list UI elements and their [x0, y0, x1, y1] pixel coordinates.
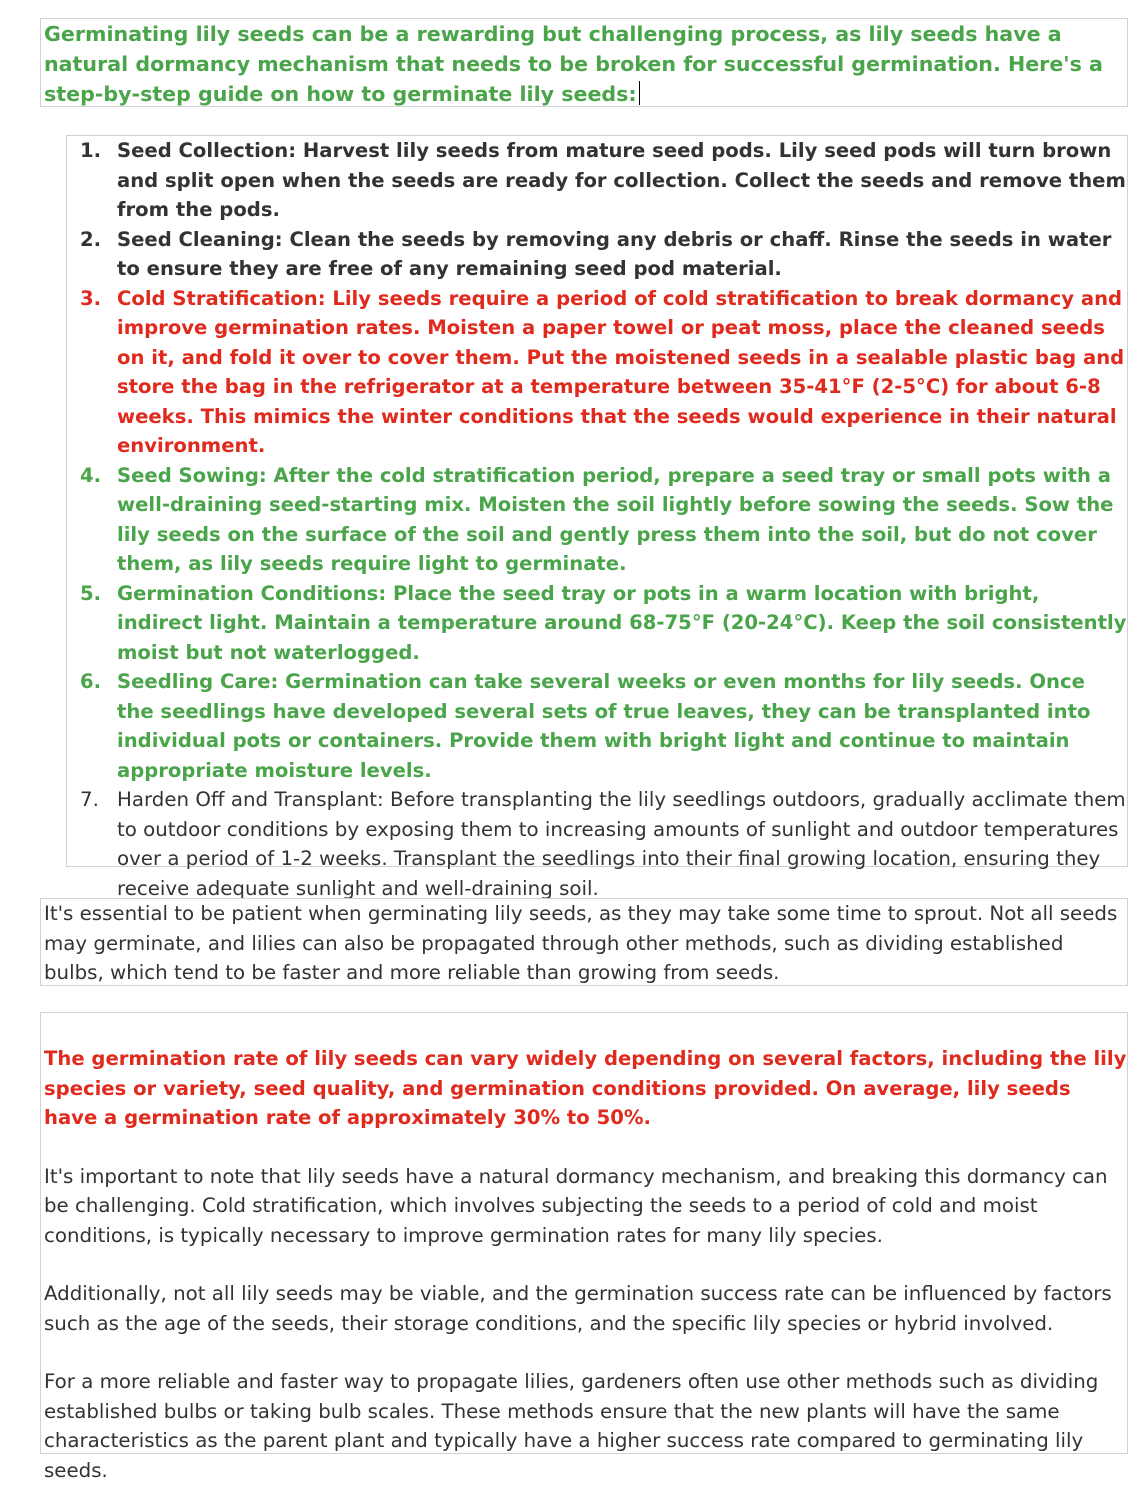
patience-paragraph: It's essential to be patient when germinating lily seeds, as they may take some time to sprout. Not all seeds may germinate, and lilies can also be propagated through other methods, such as dividing established bulbs, which tend to be faster and more reliable than growing from seeds. — [44, 902, 1118, 984]
steps-list — [67, 136, 1127, 903]
step-number: 2. — [80, 227, 102, 251]
patience-text-block[interactable] — [40, 898, 1128, 986]
intro-text: Germinating lily seeds can be a rewarding but challenging process, as lily seeds have a natural dormancy mechanism that needs to be broken for successful germination. Here's a step-by-step guide on how to germinate lily seeds: — [44, 22, 1103, 106]
step-item-3 — [67, 284, 1127, 461]
step-item-7 — [67, 785, 1127, 903]
step-item-6 — [67, 667, 1127, 785]
step-item-4 — [67, 461, 1127, 579]
step-item-5 — [67, 579, 1127, 668]
step-text: Germination Conditions: Place the seed tray or pots in a warm location with bright, indirect light. Maintain a temperature around 68-75°F (20-24°C). Keep the soil consistently moist but not waterlogged. — [117, 581, 1127, 664]
step-number: 1. — [80, 139, 102, 162]
step-text: Seed Collection: Harvest lily seeds from mature seed pods. Lily seed pods will turn brown and split open when the seeds are ready for collection. Collect the seeds and remove them from the pods. — [117, 139, 1126, 221]
step-text: Seed Cleaning: Clean the seeds by removing any debris or chaff. Rinse the seeds in water to ensure they are free of any remaining seed pod material. — [117, 227, 1112, 280]
steps-list-block[interactable] — [66, 135, 1128, 900]
intro-paragraph — [44, 19, 1127, 109]
text-cursor — [639, 81, 640, 105]
step-text: Harden Off and Transplant: Before transplanting the lily seedlings outdoors, gradually acclimate them to outdoor conditions by exposing them to increasing amounts of sunlight and outdoor temperatures over a period of 1-2 weeks. Transplant the seedlings into their final growing location, ensuring they receive adequate sunlight and well-draining soil. — [117, 788, 1126, 900]
step-text: Cold Stratification: Lily seeds require a period of cold stratification to break dormancy and improve germination rates. Moisten a paper towel or peat moss, place the cleaned seeds on it, and fold it over to cover them. Put the moistened seeds in a sealable plastic bag and store the bag in the refrigerator at a temperature between 35-41°F (2-5°C) for about 6-8 weeks. This mimics the winter conditions that the seeds would experience in their natural environment. — [117, 286, 1125, 457]
step-number: 3. — [80, 286, 102, 310]
step-number: 5. — [80, 581, 102, 605]
step-item-1 — [67, 136, 1127, 225]
intro-text-block[interactable] — [40, 18, 1128, 107]
step-number: 6. — [80, 670, 102, 693]
step-number: 4. — [80, 463, 102, 487]
step-item-2 — [67, 225, 1127, 284]
viability-paragraph: Additionally, not all lily seeds may be viable, and the germination success rate can be influenced by factors such as the age of the seeds, their storage conditions, and the specific lily species or hybrid involved. — [44, 1282, 1112, 1335]
step-number: 7. — [80, 788, 99, 811]
step-text: Seed Sowing: After the cold stratification period, prepare a seed tray or small pots with a well-draining seed-starting mix. Moisten the soil lightly before sowing the seeds. Sow the lily seeds on the surface of the soil and gently press them into the soil, but do not cover them, as lily seeds require light to germinate. — [117, 463, 1114, 575]
step-text: Seedling Care: Germination can take several weeks or even months for lily seeds. Once the seedlings have developed several sets of true leaves, they can be transplanted into individual pots or containers. Provide them with bright light and continue to maintain appropriate moisture levels. — [117, 670, 1091, 782]
germination-rate-lead: The germination rate of lily seeds can vary widely depending on several factors, including the lily species or variety, seed quality, and germination conditions provided. On average, lily seeds have a germination rate of approximately 30% to 50%. — [44, 1047, 1127, 1129]
germination-rate-block[interactable] — [40, 1012, 1128, 1482]
dormancy-paragraph: It's important to note that lily seeds have a natural dormancy mechanism, and breaking this dormancy can be challenging. Cold stratification, which involves subjecting the seeds to a period of cold and moist conditions, is typically necessary to improve germination rates for many lily species. — [44, 1164, 1108, 1247]
propagation-paragraph: For a more reliable and faster way to propagate lilies, gardeners often use other methods such as dividing established bulbs or taking bulb scales. These methods ensure that the new plants will have the same characteristics as the parent plant and typically have a higher success rate compared to germinating lily seeds. — [44, 1370, 1099, 1482]
